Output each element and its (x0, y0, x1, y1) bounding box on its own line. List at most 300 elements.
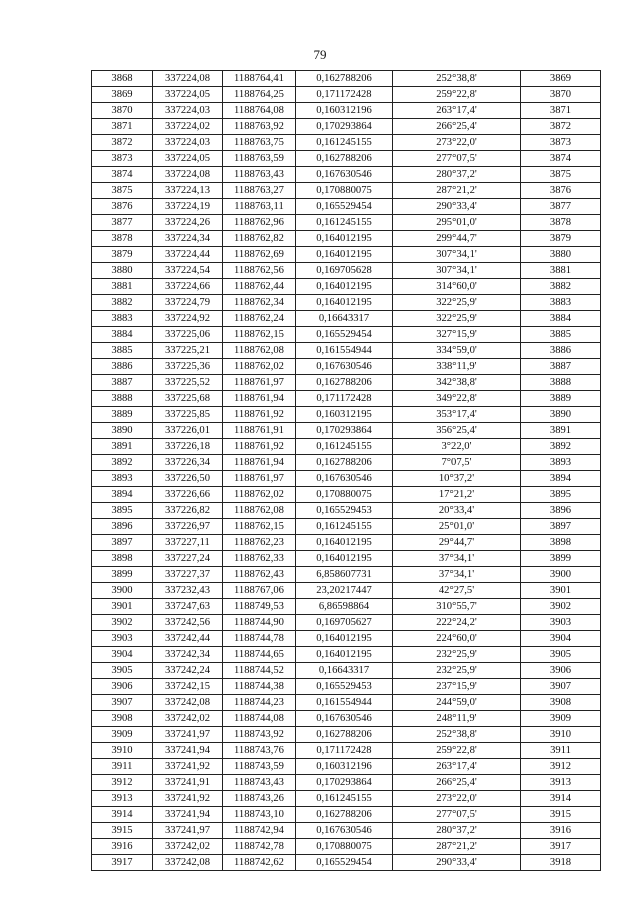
y-coordinate-cell: 1188764,41 (223, 71, 296, 87)
distance-cell: 0,170293864 (296, 775, 393, 791)
bearing-cell: 259°22,8' (393, 743, 521, 759)
y-coordinate-cell: 1188762,15 (223, 327, 296, 343)
point-number-cell: 3911 (92, 759, 153, 775)
point-number-cell: 3907 (92, 695, 153, 711)
table-row (92, 295, 601, 311)
x-coordinate-cell: 337241,92 (153, 759, 223, 775)
bearing-cell: 280°37,2' (393, 823, 521, 839)
distance-cell: 0,162788206 (296, 71, 393, 87)
distance-cell: 0,170880075 (296, 183, 393, 199)
x-coordinate-cell: 337227,11 (153, 535, 223, 551)
table-row (92, 423, 601, 439)
bearing-cell: 277°07,5' (393, 151, 521, 167)
x-coordinate-cell: 337227,24 (153, 551, 223, 567)
coordinates-table-body (92, 71, 601, 871)
point-number-cell: 3893 (92, 471, 153, 487)
y-coordinate-cell: 1188761,97 (223, 375, 296, 391)
next-point-cell: 3913 (521, 775, 601, 791)
bearing-cell: 17°21,2' (393, 487, 521, 503)
x-coordinate-cell: 337242,15 (153, 679, 223, 695)
point-number-cell: 3873 (92, 151, 153, 167)
next-point-cell: 3886 (521, 343, 601, 359)
y-coordinate-cell: 1188762,24 (223, 311, 296, 327)
bearing-cell: 252°38,8' (393, 71, 521, 87)
point-number-cell: 3897 (92, 535, 153, 551)
y-coordinate-cell: 1188744,23 (223, 695, 296, 711)
point-number-cell: 3879 (92, 247, 153, 263)
point-number-cell: 3878 (92, 231, 153, 247)
bearing-cell: 42°27,5' (393, 583, 521, 599)
distance-cell: 0,164012195 (296, 295, 393, 311)
point-number-cell: 3880 (92, 263, 153, 279)
point-number-cell: 3916 (92, 839, 153, 855)
distance-cell: 0,162788206 (296, 455, 393, 471)
point-number-cell: 3877 (92, 215, 153, 231)
y-coordinate-cell: 1188744,38 (223, 679, 296, 695)
point-number-cell: 3913 (92, 791, 153, 807)
distance-cell: 0,161245155 (296, 439, 393, 455)
x-coordinate-cell: 337226,82 (153, 503, 223, 519)
y-coordinate-cell: 1188742,62 (223, 855, 296, 871)
y-coordinate-cell: 1188763,27 (223, 183, 296, 199)
table-row (92, 471, 601, 487)
bearing-cell: 310°55,7' (393, 599, 521, 615)
point-number-cell: 3917 (92, 855, 153, 871)
next-point-cell: 3877 (521, 199, 601, 215)
table-row (92, 503, 601, 519)
table-row (92, 599, 601, 615)
point-number-cell: 3896 (92, 519, 153, 535)
x-coordinate-cell: 337224,92 (153, 311, 223, 327)
table-row (92, 279, 601, 295)
x-coordinate-cell: 337225,68 (153, 391, 223, 407)
distance-cell: 0,164012195 (296, 279, 393, 295)
point-number-cell: 3889 (92, 407, 153, 423)
x-coordinate-cell: 337242,02 (153, 839, 223, 855)
x-coordinate-cell: 337224,34 (153, 231, 223, 247)
y-coordinate-cell: 1188742,94 (223, 823, 296, 839)
y-coordinate-cell: 1188761,91 (223, 423, 296, 439)
table-row (92, 823, 601, 839)
x-coordinate-cell: 337224,03 (153, 103, 223, 119)
bearing-cell: 252°38,8' (393, 727, 521, 743)
point-number-cell: 3914 (92, 807, 153, 823)
next-point-cell: 3906 (521, 663, 601, 679)
y-coordinate-cell: 1188762,33 (223, 551, 296, 567)
table-row (92, 583, 601, 599)
next-point-cell: 3892 (521, 439, 601, 455)
distance-cell: 0,160312196 (296, 759, 393, 775)
distance-cell: 0,161554944 (296, 343, 393, 359)
bearing-cell: 338°11,9' (393, 359, 521, 375)
point-number-cell: 3884 (92, 327, 153, 343)
distance-cell: 0,160312195 (296, 407, 393, 423)
next-point-cell: 3871 (521, 103, 601, 119)
x-coordinate-cell: 337224,79 (153, 295, 223, 311)
distance-cell: 0,170293864 (296, 119, 393, 135)
point-number-cell: 3871 (92, 119, 153, 135)
x-coordinate-cell: 337224,26 (153, 215, 223, 231)
bearing-cell: 322°25,9' (393, 311, 521, 327)
y-coordinate-cell: 1188762,23 (223, 535, 296, 551)
point-number-cell: 3890 (92, 423, 153, 439)
y-coordinate-cell: 1188762,02 (223, 487, 296, 503)
table-row (92, 199, 601, 215)
point-number-cell: 3894 (92, 487, 153, 503)
point-number-cell: 3909 (92, 727, 153, 743)
table-row (92, 743, 601, 759)
bearing-cell: 349°22,8' (393, 391, 521, 407)
distance-cell: 0,16643317 (296, 311, 393, 327)
y-coordinate-cell: 1188744,90 (223, 615, 296, 631)
next-point-cell: 3876 (521, 183, 601, 199)
bearing-cell: 287°21,2' (393, 839, 521, 855)
bearing-cell: 327°15,9' (393, 327, 521, 343)
point-number-cell: 3874 (92, 167, 153, 183)
point-number-cell: 3892 (92, 455, 153, 471)
table-row (92, 311, 601, 327)
table-row (92, 679, 601, 695)
next-point-cell: 3918 (521, 855, 601, 871)
bearing-cell: 290°33,4' (393, 855, 521, 871)
y-coordinate-cell: 1188761,97 (223, 471, 296, 487)
bearing-cell: 273°22,0' (393, 135, 521, 151)
next-point-cell: 3917 (521, 839, 601, 855)
y-coordinate-cell: 1188763,11 (223, 199, 296, 215)
x-coordinate-cell: 337224,08 (153, 167, 223, 183)
table-row (92, 407, 601, 423)
y-coordinate-cell: 1188762,15 (223, 519, 296, 535)
table-row (92, 567, 601, 583)
next-point-cell: 3915 (521, 807, 601, 823)
distance-cell: 0,161245155 (296, 519, 393, 535)
point-number-cell: 3910 (92, 743, 153, 759)
point-number-cell: 3903 (92, 631, 153, 647)
next-point-cell: 3914 (521, 791, 601, 807)
bearing-cell: 290°33,4' (393, 199, 521, 215)
point-number-cell: 3886 (92, 359, 153, 375)
next-point-cell: 3890 (521, 407, 601, 423)
y-coordinate-cell: 1188743,43 (223, 775, 296, 791)
table-row (92, 391, 601, 407)
point-number-cell: 3870 (92, 103, 153, 119)
bearing-cell: 248°11,9' (393, 711, 521, 727)
next-point-cell: 3888 (521, 375, 601, 391)
distance-cell: 6,858607731 (296, 567, 393, 583)
y-coordinate-cell: 1188744,08 (223, 711, 296, 727)
next-point-cell: 3879 (521, 231, 601, 247)
table-row (92, 215, 601, 231)
distance-cell: 0,164012195 (296, 535, 393, 551)
table-row (92, 663, 601, 679)
y-coordinate-cell: 1188762,56 (223, 263, 296, 279)
distance-cell: 0,169705627 (296, 615, 393, 631)
distance-cell: 0,164012195 (296, 247, 393, 263)
y-coordinate-cell: 1188743,26 (223, 791, 296, 807)
x-coordinate-cell: 337224,05 (153, 151, 223, 167)
bearing-cell: 342°38,8' (393, 375, 521, 391)
y-coordinate-cell: 1188761,94 (223, 455, 296, 471)
point-number-cell: 3902 (92, 615, 153, 631)
table-row (92, 327, 601, 343)
distance-cell: 0,171172428 (296, 87, 393, 103)
distance-cell: 0,164012195 (296, 631, 393, 647)
next-point-cell: 3903 (521, 615, 601, 631)
distance-cell: 0,165529453 (296, 503, 393, 519)
point-number-cell: 3881 (92, 279, 153, 295)
x-coordinate-cell: 337226,50 (153, 471, 223, 487)
y-coordinate-cell: 1188762,44 (223, 279, 296, 295)
x-coordinate-cell: 337225,52 (153, 375, 223, 391)
next-point-cell: 3911 (521, 743, 601, 759)
y-coordinate-cell: 1188762,34 (223, 295, 296, 311)
y-coordinate-cell: 1188761,92 (223, 439, 296, 455)
x-coordinate-cell: 337224,03 (153, 135, 223, 151)
distance-cell: 0,161245155 (296, 215, 393, 231)
table-row (92, 695, 601, 711)
bearing-cell: 37°34,1' (393, 567, 521, 583)
point-number-cell: 3912 (92, 775, 153, 791)
table-row (92, 343, 601, 359)
bearing-cell: 232°25,9' (393, 647, 521, 663)
table-row (92, 839, 601, 855)
table-row (92, 183, 601, 199)
distance-cell: 0,167630546 (296, 823, 393, 839)
table-row (92, 263, 601, 279)
x-coordinate-cell: 337247,63 (153, 599, 223, 615)
x-coordinate-cell: 337241,92 (153, 791, 223, 807)
distance-cell: 0,161554944 (296, 695, 393, 711)
bearing-cell: 10°37,2' (393, 471, 521, 487)
point-number-cell: 3883 (92, 311, 153, 327)
y-coordinate-cell: 1188744,78 (223, 631, 296, 647)
point-number-cell: 3908 (92, 711, 153, 727)
distance-cell: 0,164012195 (296, 231, 393, 247)
table-row (92, 359, 601, 375)
y-coordinate-cell: 1188761,92 (223, 407, 296, 423)
x-coordinate-cell: 337226,18 (153, 439, 223, 455)
point-number-cell: 3885 (92, 343, 153, 359)
distance-cell: 0,170880075 (296, 839, 393, 855)
point-number-cell: 3869 (92, 87, 153, 103)
distance-cell: 0,164012195 (296, 647, 393, 663)
distance-cell: 0,165529454 (296, 199, 393, 215)
y-coordinate-cell: 1188762,08 (223, 343, 296, 359)
bearing-cell: 277°07,5' (393, 807, 521, 823)
x-coordinate-cell: 337242,56 (153, 615, 223, 631)
next-point-cell: 3904 (521, 631, 601, 647)
y-coordinate-cell: 1188767,06 (223, 583, 296, 599)
bearing-cell: 20°33,4' (393, 503, 521, 519)
x-coordinate-cell: 337242,08 (153, 695, 223, 711)
point-number-cell: 3891 (92, 439, 153, 455)
next-point-cell: 3878 (521, 215, 601, 231)
distance-cell: 0,167630546 (296, 711, 393, 727)
next-point-cell: 3907 (521, 679, 601, 695)
table-row (92, 615, 601, 631)
y-coordinate-cell: 1188761,94 (223, 391, 296, 407)
y-coordinate-cell: 1188743,59 (223, 759, 296, 775)
bearing-cell: 307°34,1' (393, 263, 521, 279)
table-row (92, 231, 601, 247)
point-number-cell: 3898 (92, 551, 153, 567)
bearing-cell: 25°01,0' (393, 519, 521, 535)
next-point-cell: 3874 (521, 151, 601, 167)
table-row (92, 487, 601, 503)
distance-cell: 0,167630546 (296, 471, 393, 487)
distance-cell: 0,165529453 (296, 679, 393, 695)
point-number-cell: 3887 (92, 375, 153, 391)
y-coordinate-cell: 1188743,76 (223, 743, 296, 759)
point-number-cell: 3905 (92, 663, 153, 679)
distance-cell: 0,169705628 (296, 263, 393, 279)
x-coordinate-cell: 337227,37 (153, 567, 223, 583)
table-row (92, 631, 601, 647)
table-row (92, 87, 601, 103)
y-coordinate-cell: 1188744,65 (223, 647, 296, 663)
distance-cell: 0,170880075 (296, 487, 393, 503)
x-coordinate-cell: 337226,34 (153, 455, 223, 471)
coordinates-table (91, 70, 601, 871)
bearing-cell: 37°34,1' (393, 551, 521, 567)
distance-cell: 0,165529454 (296, 327, 393, 343)
x-coordinate-cell: 337241,97 (153, 823, 223, 839)
bearing-cell: 273°22,0' (393, 791, 521, 807)
y-coordinate-cell: 1188764,08 (223, 103, 296, 119)
page-number: 79 (313, 47, 327, 62)
bearing-cell: 29°44,7' (393, 535, 521, 551)
point-number-cell: 3875 (92, 183, 153, 199)
x-coordinate-cell: 337224,19 (153, 199, 223, 215)
bearing-cell: 266°25,4' (393, 775, 521, 791)
table-row (92, 775, 601, 791)
table-row (92, 855, 601, 871)
y-coordinate-cell: 1188763,75 (223, 135, 296, 151)
distance-cell: 0,160312196 (296, 103, 393, 119)
point-number-cell: 3901 (92, 599, 153, 615)
table-row (92, 103, 601, 119)
point-number-cell: 3882 (92, 295, 153, 311)
distance-cell: 0,162788206 (296, 727, 393, 743)
distance-cell: 0,162788206 (296, 807, 393, 823)
next-point-cell: 3887 (521, 359, 601, 375)
distance-cell: 0,167630546 (296, 167, 393, 183)
bearing-cell: 263°17,4' (393, 759, 521, 775)
y-coordinate-cell: 1188762,82 (223, 231, 296, 247)
next-point-cell: 3901 (521, 583, 601, 599)
y-coordinate-cell: 1188743,92 (223, 727, 296, 743)
table-row (92, 727, 601, 743)
bearing-cell: 322°25,9' (393, 295, 521, 311)
bearing-cell: 232°25,9' (393, 663, 521, 679)
distance-cell: 0,171172428 (296, 391, 393, 407)
next-point-cell: 3885 (521, 327, 601, 343)
table-row (92, 519, 601, 535)
table-row (92, 535, 601, 551)
bearing-cell: 222°24,2' (393, 615, 521, 631)
bearing-cell: 307°34,1' (393, 247, 521, 263)
bearing-cell: 287°21,2' (393, 183, 521, 199)
bearing-cell: 244°59,0' (393, 695, 521, 711)
bearing-cell: 299°44,7' (393, 231, 521, 247)
distance-cell: 0,162788206 (296, 375, 393, 391)
distance-cell: 0,167630546 (296, 359, 393, 375)
bearing-cell: 259°22,8' (393, 87, 521, 103)
y-coordinate-cell: 1188762,02 (223, 359, 296, 375)
table-row (92, 455, 601, 471)
y-coordinate-cell: 1188763,92 (223, 119, 296, 135)
next-point-cell: 3905 (521, 647, 601, 663)
x-coordinate-cell: 337224,44 (153, 247, 223, 263)
next-point-cell: 3894 (521, 471, 601, 487)
bearing-cell: 353°17,4' (393, 407, 521, 423)
x-coordinate-cell: 337232,43 (153, 583, 223, 599)
bearing-cell: 295°01,0' (393, 215, 521, 231)
next-point-cell: 3891 (521, 423, 601, 439)
x-coordinate-cell: 337242,44 (153, 631, 223, 647)
next-point-cell: 3882 (521, 279, 601, 295)
x-coordinate-cell: 337241,91 (153, 775, 223, 791)
y-coordinate-cell: 1188742,78 (223, 839, 296, 855)
x-coordinate-cell: 337225,21 (153, 343, 223, 359)
next-point-cell: 3881 (521, 263, 601, 279)
next-point-cell: 3900 (521, 567, 601, 583)
y-coordinate-cell: 1188762,69 (223, 247, 296, 263)
x-coordinate-cell: 337242,24 (153, 663, 223, 679)
distance-cell: 0,161245155 (296, 135, 393, 151)
next-point-cell: 3912 (521, 759, 601, 775)
y-coordinate-cell: 1188763,43 (223, 167, 296, 183)
next-point-cell: 3880 (521, 247, 601, 263)
bearing-cell: 356°25,4' (393, 423, 521, 439)
y-coordinate-cell: 1188763,59 (223, 151, 296, 167)
table-row (92, 247, 601, 263)
x-coordinate-cell: 337226,01 (153, 423, 223, 439)
point-number-cell: 3900 (92, 583, 153, 599)
x-coordinate-cell: 337224,05 (153, 87, 223, 103)
distance-cell: 0,16643317 (296, 663, 393, 679)
table-row (92, 71, 601, 87)
next-point-cell: 3883 (521, 295, 601, 311)
next-point-cell: 3895 (521, 487, 601, 503)
next-point-cell: 3899 (521, 551, 601, 567)
next-point-cell: 3889 (521, 391, 601, 407)
next-point-cell: 3893 (521, 455, 601, 471)
next-point-cell: 3902 (521, 599, 601, 615)
distance-cell: 0,161245155 (296, 791, 393, 807)
x-coordinate-cell: 337225,06 (153, 327, 223, 343)
next-point-cell: 3875 (521, 167, 601, 183)
next-point-cell: 3873 (521, 135, 601, 151)
distance-cell: 0,165529454 (296, 855, 393, 871)
bearing-cell: 334°59,0' (393, 343, 521, 359)
bearing-cell: 266°25,4' (393, 119, 521, 135)
point-number-cell: 3895 (92, 503, 153, 519)
next-point-cell: 3872 (521, 119, 601, 135)
distance-cell: 23,20217447 (296, 583, 393, 599)
point-number-cell: 3915 (92, 823, 153, 839)
point-number-cell: 3872 (92, 135, 153, 151)
point-number-cell: 3876 (92, 199, 153, 215)
table-row (92, 711, 601, 727)
y-coordinate-cell: 1188743,10 (223, 807, 296, 823)
x-coordinate-cell: 337224,13 (153, 183, 223, 199)
point-number-cell: 3899 (92, 567, 153, 583)
bearing-cell: 280°37,2' (393, 167, 521, 183)
table-row (92, 439, 601, 455)
table-row (92, 807, 601, 823)
y-coordinate-cell: 1188744,52 (223, 663, 296, 679)
